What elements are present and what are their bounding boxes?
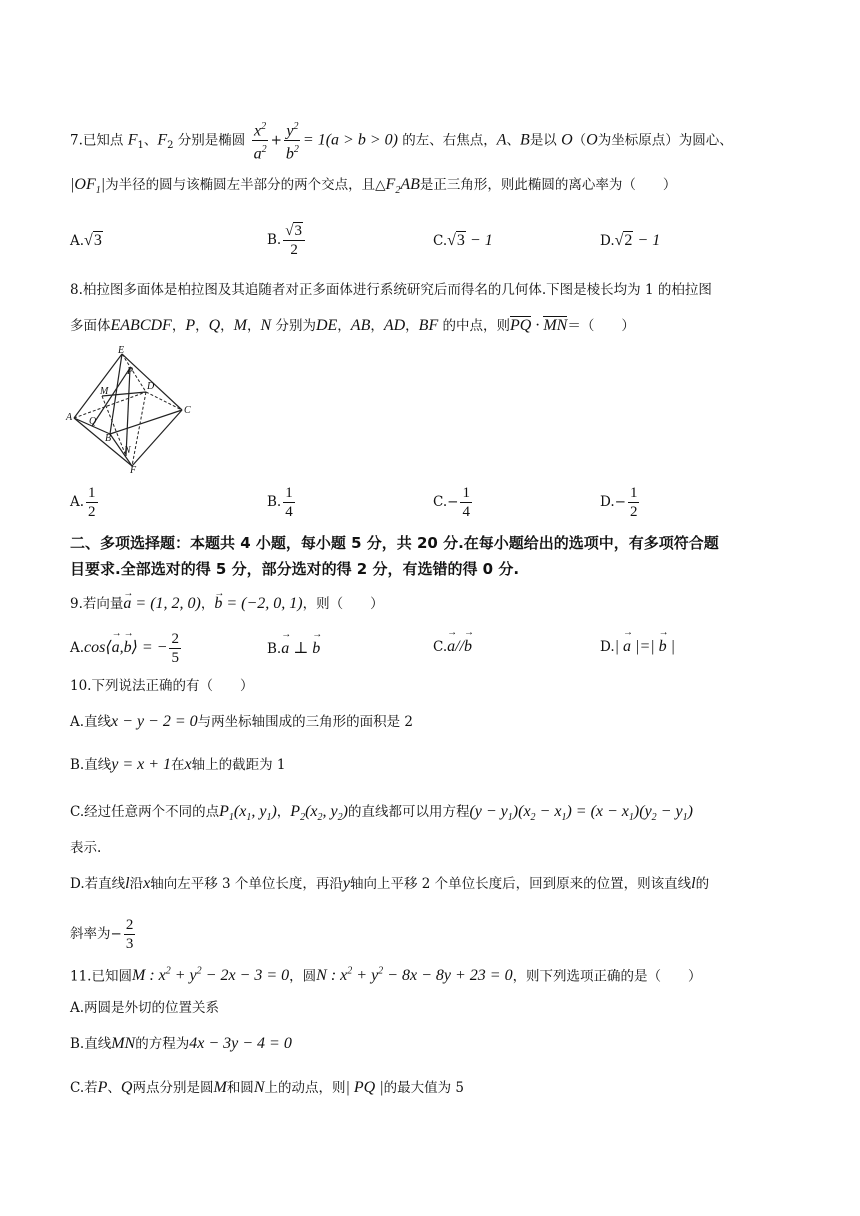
q10-option-a: A.直线x − y − 2 = 0与两坐标轴围成的三角形的面积是 2 (70, 713, 414, 730)
q11-option-b: B.直线MN的方程为4x − 3y − 4 = 0 (70, 1035, 292, 1052)
q9-option-b: B.→ a ⊥ → b (267, 638, 320, 658)
q7-line-2: $|OF_1|$为半径的圆与该椭圆左半部分的两个交点，且$\triangle F_2AB$是正三角形，则此椭圆的离心率为（ ） (70, 176, 677, 197)
q9-option-d: D.| → a |=| → b | (600, 638, 675, 656)
q10-option-d: D.若直线l沿x轴向左平移 3 个单位长度，再沿y轴向上平移 2 个单位长度后，回到原来的位置，则该直线l的 (70, 875, 710, 892)
q10-option-c: C.经过任意两个不同的点$P_1(x_1$, $y_1$)，$P_2(x_2$, $y_2$)的直线都可以用方程$(y - y_1)(x_2 - x_1) = (x - x_1)(y_2 - y_1)$ (70, 803, 693, 824)
octahedron-figure (64, 344, 194, 474)
q8-option-d: D.− $\frac{1}{2}$ (600, 485, 638, 520)
q10-option-c-cont: 表示. (70, 840, 102, 856)
section-2-heading-line-2: 目要求.全部选对的得 5 分，部分选对的得 2 分，有选错的得 0 分. (70, 560, 520, 578)
fig-label-n: N (124, 445, 131, 456)
q8-option-b: B. $\frac{1}{4}$ (267, 485, 293, 520)
q11-stem: 11.已知圆M : $x^2 + y^2 - 2x - 3 = 0$，圆N : $x^2 + y^2 - 8x - 8y + 23 = 0$，则下列选项正确的是（ ） (70, 966, 702, 985)
q7-option-b: B. $\frac{√3}{2}$ (267, 222, 307, 259)
q9-option-a: A.cos⟨→ a,→ b⟩ = − $\frac{2}{5}$ (70, 630, 183, 667)
fig-label-m: M (100, 386, 109, 397)
q7-line-1: 7.已知点 $F_1$、$F_2$ 分别是椭圆 $\frac{x^2}{a^2}$ + $\frac{y^2}{b^2}$ = 1(a > b > 0) 的左、右焦点，A、B是以 O（O为坐标原点）为圆心、 (70, 118, 733, 164)
q7-option-d: D.√2 − 1 (600, 232, 661, 249)
fig-label-c: C (184, 405, 191, 416)
fig-label-p: P (127, 366, 134, 377)
q10-stem: 10.下列说法正确的有（ ） (70, 678, 254, 694)
q8-option-a: A. $\frac{1}{2}$ (70, 485, 96, 520)
q8-line-2: 多面体EABCDF，P，Q，M，N 分别为DE，AB，AD，BF 的中点，则PQ · MN＝（ ） (70, 317, 635, 334)
fig-label-f: F (130, 465, 137, 474)
q7-option-c: C.√3 − 1 (433, 232, 493, 249)
q10-option-b: B.直线y = x + 1在x轴上的截距为 1 (70, 756, 286, 773)
q10-option-d-cont: 斜率为− $\frac{2}{3}$ (70, 917, 134, 952)
fig-label-q: Q (89, 416, 97, 427)
fig-label-d: D (147, 381, 155, 392)
q11-option-a: A.两圆是外切的位置关系 (70, 1000, 220, 1016)
q9-stem: 9.若向量→ a = (1, 2, 0)，→ b = (−2, 0, 1)，则（ ） (70, 594, 384, 614)
q8-option-c: C.− $\frac{1}{4}$ (433, 485, 470, 520)
q7-option-a: A.√3 (70, 232, 102, 249)
fig-label-b: B (105, 433, 112, 444)
fig-label-a: A (66, 412, 73, 423)
q11-option-c: C.若P、Q两点分别是圆M和圆N上的动点，则| PQ |的最大值为 5 (70, 1079, 464, 1096)
fig-label-e: E (118, 345, 125, 356)
q8-line-1: 8.柏拉图多面体是柏拉图及其追随者对正多面体进行系统研究后而得名的几何体.下图是棱长均为 1 的柏拉图 (70, 282, 712, 298)
section-2-heading-line-1: 二、多项选择题：本题共 4 小题，每小题 5 分，共 20 分.在每小题给出的选项中，有多项符合题 (70, 534, 719, 552)
q9-option-c: C.→ a//→ b (433, 638, 472, 656)
